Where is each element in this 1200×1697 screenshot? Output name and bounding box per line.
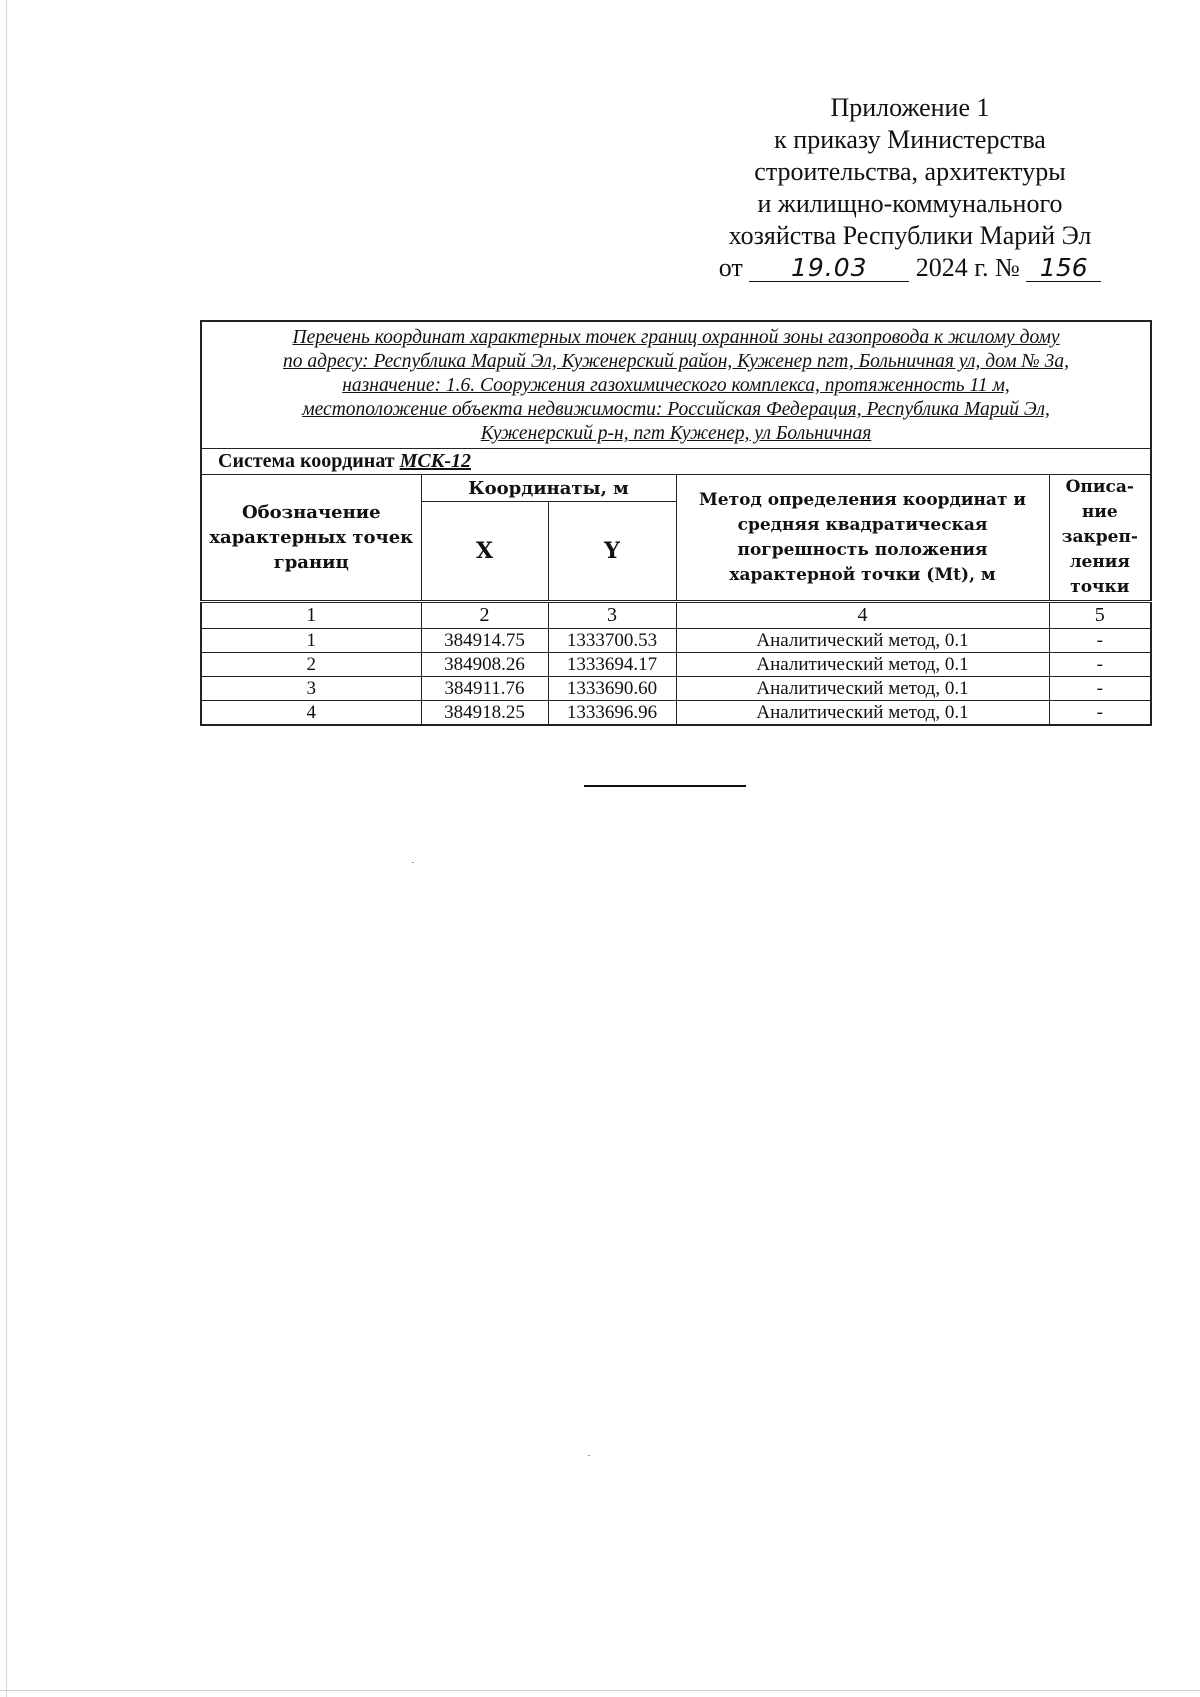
- method-cell: Аналитический метод, 0.1: [676, 677, 1049, 701]
- header-line: строительства, архитектуры: [754, 157, 1066, 186]
- col-description-header: Описа-ние закреп-ления точки: [1049, 475, 1151, 602]
- order-prefix: от: [718, 253, 743, 282]
- header-line: хозяйства Республики Марий Эл: [728, 221, 1092, 250]
- x-cell: 384908.26: [421, 653, 548, 677]
- column-number-row: [201, 602, 1151, 629]
- y-cell: 1333694.17: [548, 653, 676, 677]
- system-label: Система координат: [218, 450, 395, 472]
- title-line: местоположение объекта недвижимости: Российская Федерация, Республика Марий Эл,: [302, 399, 1050, 420]
- table-row: [201, 677, 1151, 701]
- scan-edge: [6, 0, 7, 1697]
- column-number: 1: [201, 602, 421, 629]
- description-cell: -: [1049, 701, 1151, 726]
- x-cell: 384918.25: [421, 701, 548, 726]
- col-method-header: Метод определения координат и средняя квадратическая погрешность положения характерной точки (Mt), м: [676, 475, 1049, 602]
- title-line: Перечень координат характерных точек границ охранной зоны газопровода к жилому дому: [292, 327, 1060, 348]
- y-cell: 1333696.96: [548, 701, 676, 726]
- closing-rule: [584, 785, 746, 787]
- title-line: Куженерский р-н, пгт Куженер, ул Больничная: [480, 423, 872, 444]
- x-cell: 384914.75: [421, 629, 548, 653]
- description-cell: -: [1049, 653, 1151, 677]
- table-title: [201, 321, 1151, 449]
- y-cell: 1333690.60: [548, 677, 676, 701]
- order-date: 19.03: [749, 255, 909, 282]
- system-value: МСК-12: [399, 450, 471, 472]
- order-year: 2024 г. №: [915, 253, 1020, 282]
- col-x-header: X: [421, 502, 548, 602]
- method-cell: Аналитический метод, 0.1: [676, 629, 1049, 653]
- column-number: 5: [1049, 602, 1151, 629]
- method-cell: Аналитический метод, 0.1: [676, 701, 1049, 726]
- coordinate-system: [201, 449, 1151, 475]
- title-line: по адресу: Республика Марий Эл, Куженерский район, Куженер пгт, Больничная ул, дом № 3а,: [283, 351, 1070, 372]
- point-cell: 2: [201, 653, 421, 677]
- column-number: 3: [548, 602, 676, 629]
- scan-speck: [412, 862, 414, 863]
- table-row: [201, 701, 1151, 726]
- header-line: Приложение 1: [830, 93, 990, 122]
- title-line: назначение: 1.6. Сооружения газохимического комплекса, протяженность 11 м,: [342, 375, 1010, 396]
- header-line: и жилищно-коммунального: [757, 189, 1063, 218]
- x-cell: 384911.76: [421, 677, 548, 701]
- scan-speck: [588, 1455, 590, 1456]
- table-row: [201, 629, 1151, 653]
- order-line: [690, 252, 1130, 284]
- method-cell: Аналитический метод, 0.1: [676, 653, 1049, 677]
- column-number: 2: [421, 602, 548, 629]
- table-row: [201, 653, 1151, 677]
- description-cell: -: [1049, 677, 1151, 701]
- scan-edge: [0, 1690, 1200, 1691]
- order-number: 156: [1026, 255, 1101, 282]
- col-y-header: Y: [548, 502, 676, 602]
- col-coordinates-header: Координаты, м: [421, 475, 676, 502]
- point-cell: 4: [201, 701, 421, 726]
- coordinates-table: [200, 320, 1152, 726]
- col-designation-header: Обозначение характерных точек границ: [201, 475, 421, 602]
- point-cell: 1: [201, 629, 421, 653]
- point-cell: 3: [201, 677, 421, 701]
- y-cell: 1333700.53: [548, 629, 676, 653]
- header-line: к приказу Министерства: [774, 125, 1046, 154]
- appendix-header: [690, 92, 1130, 284]
- column-number: 4: [676, 602, 1049, 629]
- description-cell: -: [1049, 629, 1151, 653]
